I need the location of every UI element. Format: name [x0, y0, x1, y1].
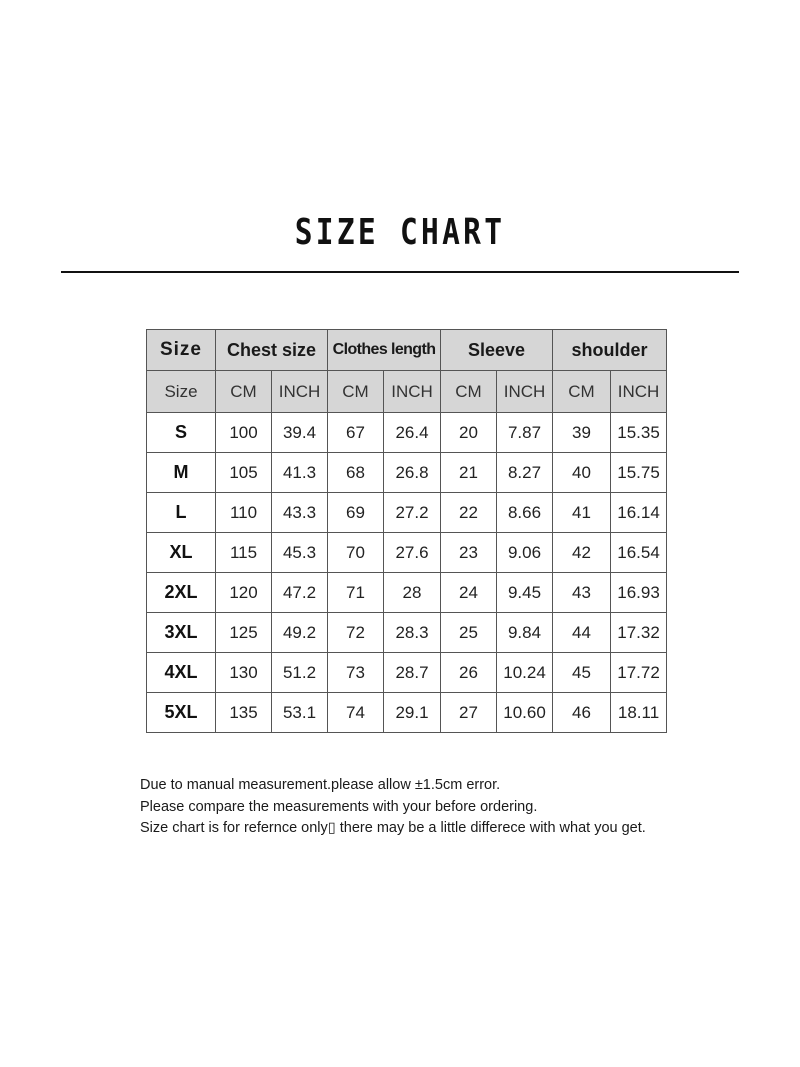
measurement-cell: 71	[328, 573, 384, 613]
group-header-length: Clothes length	[328, 330, 441, 371]
measurement-cell: 8.27	[497, 453, 553, 493]
measurement-cell: 43.3	[272, 493, 328, 533]
table-row	[147, 493, 667, 533]
table-row	[147, 573, 667, 613]
measurement-notes	[140, 775, 740, 840]
table-row	[147, 453, 667, 493]
size-label-cell: 2XL	[147, 573, 216, 613]
measurement-cell: 41	[553, 493, 611, 533]
measurement-cell: 9.06	[497, 533, 553, 573]
note-line: Please compare the measurements with your before ordering.	[140, 798, 538, 815]
measurement-cell: 26.8	[384, 453, 441, 493]
measurement-cell: 16.93	[611, 573, 667, 613]
measurement-cell: 9.84	[497, 613, 553, 653]
measurement-cell: 24	[441, 573, 497, 613]
measurement-cell: 17.72	[611, 653, 667, 693]
unit-header-cell: CM	[553, 371, 611, 413]
measurement-cell: 27.2	[384, 493, 441, 533]
measurement-cell: 53.1	[272, 693, 328, 733]
measurement-cell: 73	[328, 653, 384, 693]
size-table-body	[147, 413, 667, 733]
measurement-cell: 15.75	[611, 453, 667, 493]
measurement-cell: 39.4	[272, 413, 328, 453]
measurement-cell: 72	[328, 613, 384, 653]
measurement-cell: 29.1	[384, 693, 441, 733]
note-line: Size chart is for refernce only▯ there may be a little differece with what you get.	[140, 820, 646, 836]
group-header-chest: Chest size	[216, 330, 328, 371]
measurement-cell: 105	[216, 453, 272, 493]
measurement-cell: 125	[216, 613, 272, 653]
measurement-cell: 10.24	[497, 653, 553, 693]
measurement-cell: 115	[216, 533, 272, 573]
measurement-cell: 25	[441, 613, 497, 653]
measurement-cell: 46	[553, 693, 611, 733]
size-label-cell: S	[147, 413, 216, 453]
table-row	[147, 693, 667, 733]
size-label-cell: M	[147, 453, 216, 493]
measurement-cell: 68	[328, 453, 384, 493]
size-label-cell: 3XL	[147, 613, 216, 653]
measurement-cell: 67	[328, 413, 384, 453]
note-line: Due to manual measurement.please allow ±1.5cm error.	[140, 777, 501, 793]
measurement-cell: 130	[216, 653, 272, 693]
measurement-cell: 23	[441, 533, 497, 573]
measurement-cell: 49.2	[272, 613, 328, 653]
measurement-cell: 47.2	[272, 573, 328, 613]
measurement-cell: 70	[328, 533, 384, 573]
table-row	[147, 413, 667, 453]
measurement-cell: 15.35	[611, 413, 667, 453]
measurement-cell: 27	[441, 693, 497, 733]
measurement-cell: 7.87	[497, 413, 553, 453]
measurement-cell: 10.60	[497, 693, 553, 733]
group-header-row	[147, 330, 667, 371]
measurement-cell: 74	[328, 693, 384, 733]
unit-header-cell: INCH	[384, 371, 441, 413]
measurement-cell: 8.66	[497, 493, 553, 533]
size-label-cell: L	[147, 493, 216, 533]
measurement-cell: 39	[553, 413, 611, 453]
table-row	[147, 653, 667, 693]
measurement-cell: 18.11	[611, 693, 667, 733]
measurement-cell: 100	[216, 413, 272, 453]
measurement-cell: 45	[553, 653, 611, 693]
measurement-cell: 16.14	[611, 493, 667, 533]
measurement-cell: 27.6	[384, 533, 441, 573]
size-label-cell: 5XL	[147, 693, 216, 733]
measurement-cell: 28.3	[384, 613, 441, 653]
measurement-cell: 44	[553, 613, 611, 653]
measurement-cell: 43	[553, 573, 611, 613]
size-label-cell: XL	[147, 533, 216, 573]
measurement-cell: 9.45	[497, 573, 553, 613]
page-title: SIZE CHART	[294, 212, 506, 253]
measurement-cell: 20	[441, 413, 497, 453]
measurement-cell: 21	[441, 453, 497, 493]
table-row	[147, 613, 667, 653]
size-label-cell: 4XL	[147, 653, 216, 693]
group-header-size: Size	[147, 330, 216, 371]
measurement-cell: 40	[553, 453, 611, 493]
measurement-cell: 110	[216, 493, 272, 533]
unit-header-cell: CM	[328, 371, 384, 413]
table-row	[147, 533, 667, 573]
measurement-cell: 17.32	[611, 613, 667, 653]
unit-header-cell: CM	[216, 371, 272, 413]
measurement-cell: 41.3	[272, 453, 328, 493]
group-header-sleeve: Sleeve	[441, 330, 553, 371]
measurement-cell: 28.7	[384, 653, 441, 693]
measurement-cell: 28	[384, 573, 441, 613]
unit-header-cell: INCH	[272, 371, 328, 413]
measurement-cell: 16.54	[611, 533, 667, 573]
measurement-cell: 42	[553, 533, 611, 573]
measurement-cell: 135	[216, 693, 272, 733]
unit-header-cell: INCH	[611, 371, 667, 413]
measurement-cell: 22	[441, 493, 497, 533]
size-chart-table	[146, 329, 667, 733]
unit-header-cell: INCH	[497, 371, 553, 413]
measurement-cell: 26	[441, 653, 497, 693]
measurement-cell: 120	[216, 573, 272, 613]
measurement-cell: 69	[328, 493, 384, 533]
title-divider	[61, 271, 739, 273]
unit-header-row	[147, 371, 667, 413]
measurement-cell: 51.2	[272, 653, 328, 693]
group-header-shoulder: shoulder	[553, 330, 667, 371]
unit-header-cell: CM	[441, 371, 497, 413]
measurement-cell: 45.3	[272, 533, 328, 573]
measurement-cell: 26.4	[384, 413, 441, 453]
unit-header-cell: Size	[147, 371, 216, 413]
